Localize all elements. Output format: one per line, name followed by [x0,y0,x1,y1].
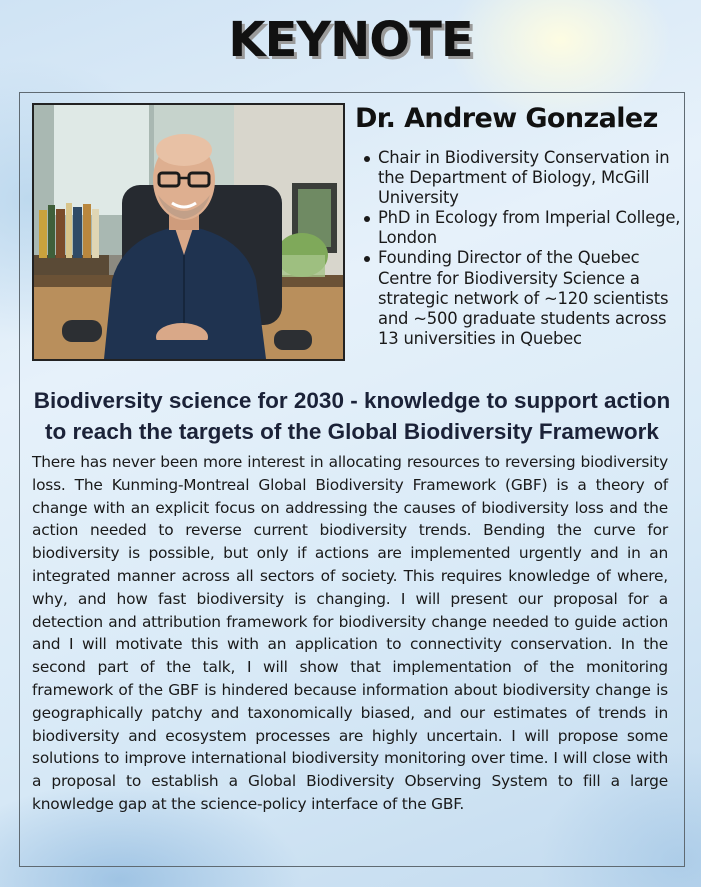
bio-item: Chair in Biodiversity Conservation in the Department of Biology, McGill University [378,148,688,208]
bio-item: Founding Director of the Quebec Centre for Biodiversity Science a strategic network of ~120 scientists and ~500 graduate students across 13 universities in Quebec [378,248,688,348]
talk-abstract: There has never been more interest in allocating resources to reversing biodiversity loss. The Kunming-Montreal Global Biodiversity Framework (GBF) is a theory of change with an explicit focus on addressing the causes of biodiversity loss and the action needed to reverse current biodiversity trends. Bending the curve for biodiversity is possible, but only if actions are implemented urgently and in an integrated manner across all sectors of society. This requires knowledge of where, why, and how fast biodiversity is changing. I will present our proposal for a detection and attribution framework for biodiversity change needed to guide action and I will motivate this with an application to connectivity conservation. In the second part of the talk, I will show that implementation of the monitoring framework of the GBF is hindered because information about biodiversity change is geographically patchy and taxonomically biased, and our estimates of trends in biodiversity and ecosystem processes are highly uncertain. I will propose some solutions to improve international biodiversity monitoring over time. I will close with a proposal to establish a Global Biodiversity Observing System to fill a large knowledge gap at the science-policy interface of the GBF. [32,453,668,813]
bio-item: PhD in Ecology from Imperial College, London [378,208,688,248]
speaker-name: Dr. Andrew Gonzalez [355,103,658,134]
talk-title: Biodiversity science for 2030 - knowledge to support action to reach the targets of the Global Biodiversity Framework [33,388,671,444]
keynote-heading: KEYNOTE [228,12,473,68]
speaker-bio-list [360,148,688,349]
speaker-photo [32,103,345,361]
